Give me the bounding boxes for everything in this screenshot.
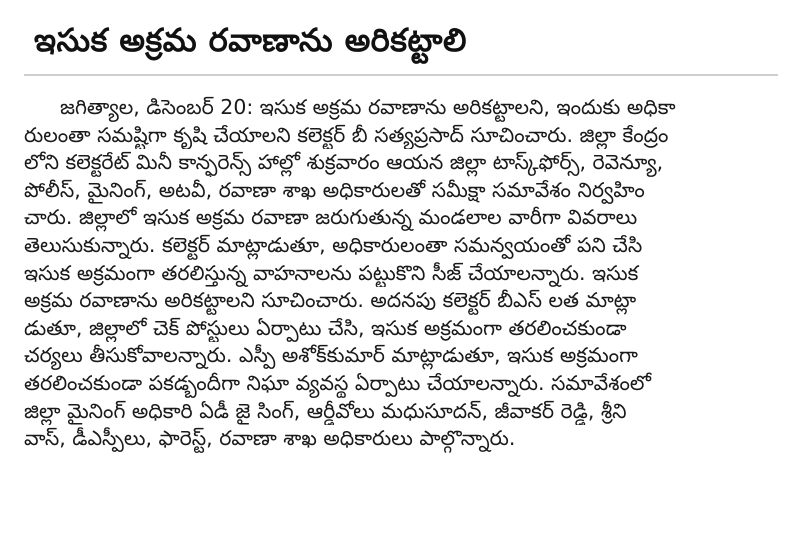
article-line: జగిత్యాల, డిసెంబర్ 20: ఇసుక అక్రమ రవాణాను అరికట్టాలని, ఇందుకు అధికా (60, 95, 676, 119)
article-line: పోలీస్, మైనింగ్, అటవీ, రవాణా శాఖ అధికారులతో సమీక్షా సమావేశం నిర్వహిం (24, 177, 645, 202)
article-line: తెలుసుకున్నారు. కలెక్టర్ మాట్లాడుతూ, అధికారులంతా సమన్వయంతో పని చేసి (24, 232, 643, 257)
article-line: చర్యలు తీసుకోవాలన్నారు. ఎస్పీ అశోక్‌కుమార్ మాట్లాడుతూ, ఇసుక అక్రమంగా (24, 343, 638, 368)
article-line: చారు. జిల్లాలో ఇసుక అక్రమ రవాణా జరుగుతున్న మండలాల వారీగా వివరాలు (24, 205, 638, 230)
article-line: లోని కలెక్టరేట్ మినీ కాన్ఫరెన్స్ హాల్లో శుక్రవారం ఆయన జిల్లా టాస్క్‌ఫోర్స్, రెవెన్యూ, (24, 150, 664, 175)
headline-divider (24, 74, 778, 76)
article-body (24, 94, 778, 453)
article-line: ఇసుక అక్రమంగా తరలిస్తున్న వాహనాలను పట్టుకొని సీజ్ చేయాలన్నారు. ఇసుక (24, 260, 639, 285)
article-line: తరలించకుండా పకడ్బందీగా నిఘా వ్యవస్థ ఏర్పాటు చేయాలన్నారు. సమావేశంలో (24, 370, 651, 395)
article-headline: ఇసుక అక్రమ రవాణాను అరికట్టాలి (34, 21, 467, 59)
article-line: వాస్, డీఎస్పీలు, ఫారెస్ట్, రవాణా శాఖ అధికారులు పాల్గొన్నారు. (24, 426, 516, 451)
article-line: డుతూ, జిల్లాలో చెక్ పోస్టులు ఏర్పాటు చేసి, ఇసుక అక్రమంగా తరలించకుండా (24, 315, 627, 340)
article-line: రులంతా సమష్టిగా కృషి చేయాలని కలెక్టర్ బీ సత్యప్రసాద్ సూచించారు. జిల్లా కేంద్రం (24, 122, 669, 147)
article-line: అక్రమ రవాణాను అరికట్టాలని సూచించారు. అదనపు కలెక్టర్ బీఎస్ లత మాట్లా (24, 288, 637, 313)
article-line: జిల్లా మైనింగ్ అధికారి ఏడీ జై సింగ్, ఆర్డీవోలు మధుసూదన్, జీవాకర్ రెడ్డి, శ్రీని (24, 398, 627, 423)
